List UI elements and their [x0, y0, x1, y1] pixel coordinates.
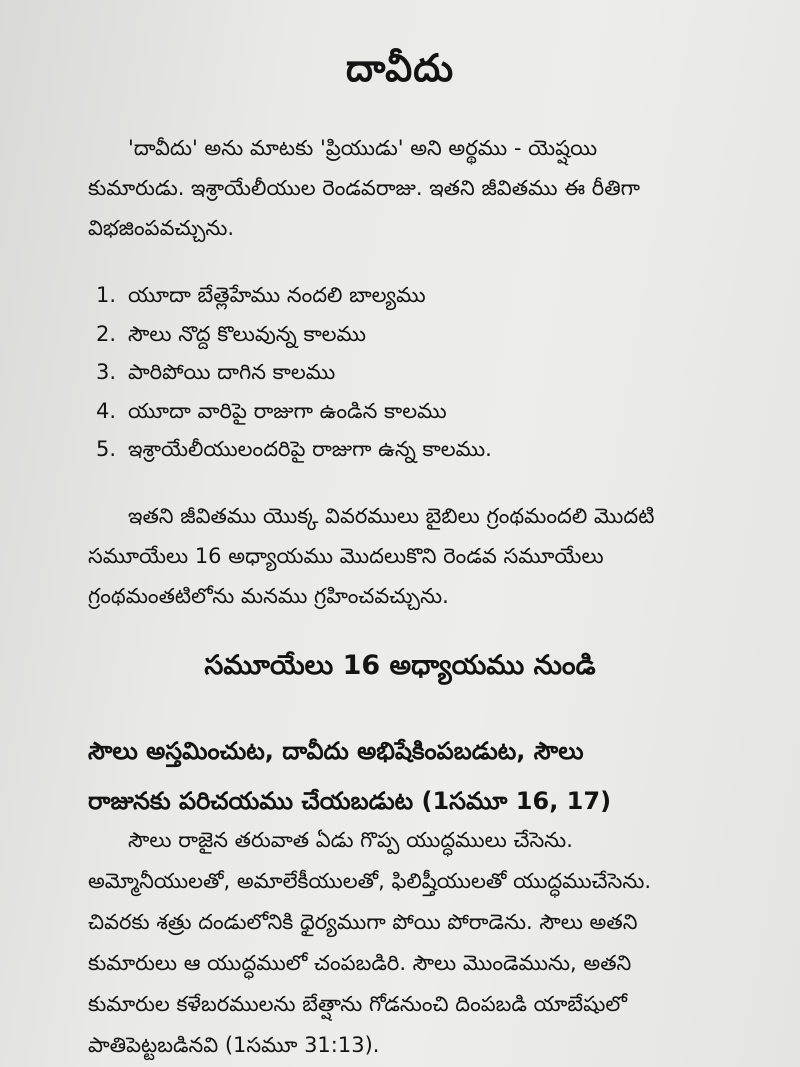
details-line: సమూయేలు 16 అధ్యాయము మొదలుకొని రెండవ సమూయేలు [88, 544, 604, 568]
life-periods-list [96, 278, 736, 471]
saul-line: పాతిపెట్టబడినవి (1సమూ 31:13). [88, 1033, 380, 1057]
intro-line: కుమారుడు. ఇశ్రాయేలీయుల రెండవరాజు. ఇతని జీవితము ఈ రీతిగా [88, 176, 640, 200]
list-item: 4. యూదా వారిపై రాజుగా ఉండిన కాలము [96, 398, 447, 423]
intro-line: 'దావీదు' అను మాటకు 'ప్రియుడు' అని అర్థము - యెష్షయి [128, 136, 598, 160]
saul-line: చివరకు శత్రు దండులోనికి ధైర్యముగా పోయి పోరాడెను. సౌలు అతని [88, 910, 638, 934]
page-title: దావీదు [345, 46, 455, 90]
saul-line: అమ్మోనీయులతో, అమాలేకీయులతో, ఫిలిష్తీయులతో యుద్ధముచేసెను. [88, 869, 652, 893]
intro-line: విభజింపవచ్చును. [88, 216, 235, 240]
saul-line: కుమారులు ఆ యుద్ధములో చంపబడిరి. సౌలు మొండెమును, అతని [88, 951, 632, 975]
list-item: 3. పారిపోయి దాగిన కాలము [96, 360, 336, 384]
details-paragraph [88, 496, 748, 616]
saul-line: సౌలు రాజైన తరువాత ఏడు గొప్ప యుద్ధములు చేసెను. [128, 828, 573, 852]
details-line: ఇతని జీవితము యొక్క వివరములు బైబిలు గ్రంథమందలి మొదటి [128, 504, 655, 528]
section-heading: సమూయేలు 16 అధ్యాయము నుండి [204, 650, 596, 681]
details-line: గ్రంథమంతటిలోను మనము గ్రహించవచ్చును. [88, 584, 449, 608]
list-item: 2. సౌలు నొద్ద కొలువున్న కాలము [96, 321, 367, 346]
saul-line: కుమారుల కళేబరములను బేత్షాను గోడనుంచి దింపబడి యాబేషులో [88, 992, 627, 1016]
saul-paragraph [88, 820, 748, 1066]
list-item: 1. యూదా బేత్లెహేము నందలి బాల్యము [96, 283, 426, 307]
subheading-line: సౌలు అస్తమించుట, దావీదు అభిషేకింపబడుట, సౌలు [88, 737, 584, 765]
list-item: 5. ఇశ్రాయేలీయులందరిపై రాజుగా ఉన్న కాలము. [96, 437, 492, 461]
intro-paragraph [88, 128, 748, 248]
subheading [88, 726, 748, 826]
subheading-line: రాజునకు పరిచయము చేయబడుట (1సమూ 16, 17) [88, 787, 612, 815]
